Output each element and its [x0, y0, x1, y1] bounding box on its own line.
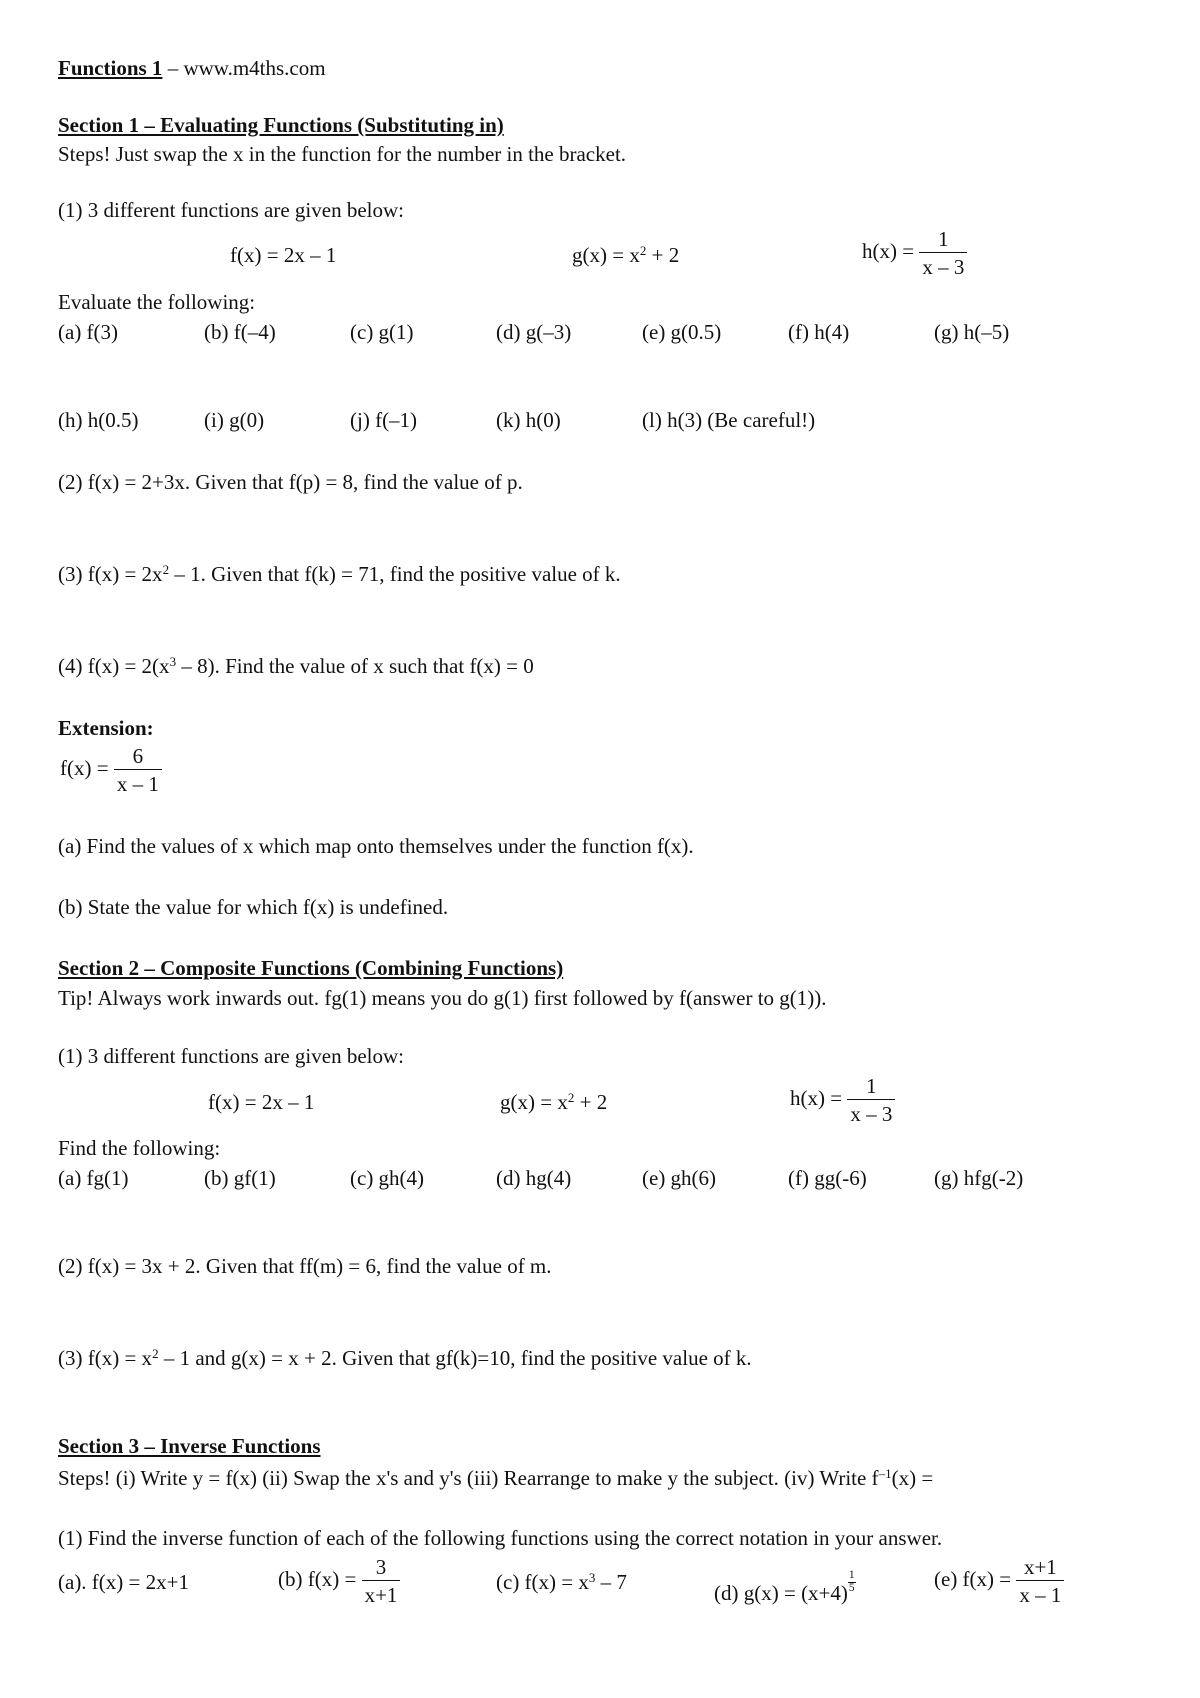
- s1-question-4: [58, 654, 534, 679]
- ext-numerator: 6: [114, 745, 162, 770]
- worksheet-title: Functions 1: [58, 56, 163, 80]
- s1-item-l: (l) h(3) (Be careful!): [642, 408, 816, 432]
- ext-left: f(x) =: [60, 755, 109, 780]
- s3-steps-exponent: –1: [878, 1465, 892, 1481]
- s3-part-e: [934, 1556, 1064, 1606]
- s1-item-f: (f) h(4): [788, 320, 850, 344]
- s1-item-g: (g) h(–5): [934, 320, 1010, 344]
- s3-steps-start: Steps! (i) Write y = f(x) (ii) Swap the x's and y's (iii) Rearrange to make y the subject. (iv) Write f: [58, 1466, 879, 1490]
- s3-b-denominator: x+1: [364, 1583, 398, 1608]
- s3-d-exp-denominator: 5: [848, 1581, 855, 1594]
- section3-steps: [58, 1466, 933, 1491]
- section3-heading: Section 3 – Inverse Functions: [58, 1434, 321, 1458]
- s2-function-g: [500, 1090, 607, 1115]
- s2-h-fraction: [847, 1075, 895, 1125]
- s1-function-g: [572, 243, 679, 268]
- s2-question-3: [58, 1346, 752, 1371]
- s2-function-h: [790, 1075, 895, 1125]
- s1-item-j: (j) f(–1): [350, 408, 418, 432]
- section1-steps: Steps! Just swap the x in the function for the number in the bracket.: [58, 142, 627, 166]
- s1-item-b: (b) f(–4): [204, 320, 276, 344]
- s1-g-base: g(x) = x: [572, 243, 640, 267]
- s1-h-fraction: [919, 228, 967, 278]
- s1-q3-exponent: 2: [162, 561, 170, 577]
- ext-fraction: [114, 745, 162, 795]
- extension-part-b: (b) State the value for which f(x) is undefined.: [58, 895, 449, 919]
- s1-function-h: [862, 228, 967, 278]
- s1-h-numerator: 1: [919, 228, 967, 253]
- section1-q1-intro: (1) 3 different functions are given below:: [58, 198, 404, 222]
- section1-heading: Section 1 – Evaluating Functions (Substituting in): [58, 113, 504, 137]
- s1-function-f: f(x) = 2x – 1: [230, 243, 337, 267]
- s2-h-numerator: 1: [847, 1075, 895, 1100]
- s3-c-exponent: 3: [588, 1569, 596, 1585]
- s3-e-left: (e) f(x) =: [934, 1566, 1012, 1591]
- s2-item-c: (c) gh(4): [350, 1166, 425, 1190]
- extension-function: [60, 745, 162, 795]
- s2-question-2: (2) f(x) = 3x + 2. Given that ff(m) = 6, find the value of m.: [58, 1254, 552, 1278]
- s2-g-base: g(x) = x: [500, 1090, 568, 1114]
- s3-part-d: [714, 1570, 856, 1606]
- s3-part-a: (a). f(x) = 2x+1: [58, 1570, 189, 1594]
- extension-part-a: (a) Find the values of x which map onto themselves under the function f(x).: [58, 834, 694, 858]
- s2-h-denominator: x – 3: [850, 1102, 893, 1127]
- s1-g-tail: + 2: [646, 243, 680, 267]
- s3-part-b: [278, 1556, 400, 1606]
- s1-question-3: [58, 562, 621, 587]
- s3-d-exponent-fraction: [848, 1570, 856, 1594]
- s2-g-exponent: 2: [567, 1089, 575, 1105]
- s2-g-tail: + 2: [574, 1090, 608, 1114]
- s3-d-exp-numerator: 1: [848, 1569, 855, 1581]
- s1-question-2: (2) f(x) = 2+3x. Given that f(p) = 8, find the value of p.: [58, 470, 523, 494]
- s2-q3-end: – 1 and g(x) = x + 2. Given that gf(k)=10, find the positive value of k.: [158, 1346, 752, 1370]
- site-url: www.m4ths.com: [183, 56, 326, 80]
- s1-item-c: (c) g(1): [350, 320, 414, 344]
- section3-q1-intro: (1) Find the inverse function of each of the following functions using the correct notation in your answer.: [58, 1526, 943, 1550]
- s3-e-fraction: [1016, 1556, 1064, 1606]
- s2-item-a: (a) fg(1): [58, 1166, 129, 1190]
- s1-item-k: (k) h(0): [496, 408, 561, 432]
- s1-q3-start: (3) f(x) = 2x: [58, 562, 163, 586]
- s1-item-d: (d) g(–3): [496, 320, 572, 344]
- s2-q3-exponent: 2: [152, 1345, 159, 1361]
- s3-d-start: (d) g(x) = (x+4): [714, 1580, 848, 1605]
- s3-b-fraction: [362, 1556, 401, 1606]
- s2-function-f: f(x) = 2x – 1: [208, 1090, 315, 1114]
- s1-item-h: (h) h(0.5): [58, 408, 139, 432]
- extension-label: Extension:: [58, 716, 154, 740]
- s1-q4-start: (4) f(x) = 2(x: [58, 654, 170, 678]
- page-header: [58, 56, 326, 81]
- s2-item-d: (d) hg(4): [496, 1166, 572, 1190]
- s1-item-e: (e) g(0.5): [642, 320, 722, 344]
- section2-q1-intro: (1) 3 different functions are given below:: [58, 1044, 404, 1068]
- s2-h-left: h(x) =: [790, 1085, 843, 1110]
- section2-heading: Section 2 – Composite Functions (Combining Functions): [58, 956, 564, 980]
- ext-denominator: x – 1: [116, 772, 159, 797]
- s3-steps-end: (x) =: [891, 1466, 934, 1490]
- s3-b-numerator: 3: [362, 1556, 401, 1581]
- s2-item-g: (g) hfg(-2): [934, 1166, 1024, 1190]
- s1-h-denominator: x – 3: [922, 255, 965, 280]
- s3-e-numerator: x+1: [1016, 1556, 1064, 1581]
- s3-c-start: (c) f(x) = x: [496, 1570, 589, 1594]
- s2-item-b: (b) gf(1): [204, 1166, 276, 1190]
- s2-q3-start: (3) f(x) = x: [58, 1346, 153, 1370]
- s3-b-left: (b) f(x) =: [278, 1566, 357, 1591]
- s3-e-denominator: x – 1: [1019, 1583, 1062, 1608]
- section2-tip: Tip! Always work inwards out. fg(1) means you do g(1) first followed by f(answer to g(1)).: [58, 986, 827, 1010]
- s3-c-end: – 7: [595, 1570, 627, 1594]
- s1-item-a: (a) f(3): [58, 320, 119, 344]
- s1-q3-end: – 1. Given that f(k) = 71, find the positive value of k.: [169, 562, 621, 586]
- s1-q4-end: – 8). Find the value of x such that f(x) = 0: [176, 654, 534, 678]
- find-label: Find the following:: [58, 1136, 221, 1160]
- evaluate-label: Evaluate the following:: [58, 290, 256, 314]
- s2-item-f: (f) gg(-6): [788, 1166, 867, 1190]
- s1-g-exponent: 2: [639, 242, 647, 258]
- s1-item-i: (i) g(0): [204, 408, 265, 432]
- s3-part-c: [496, 1570, 627, 1595]
- s1-h-left: h(x) =: [862, 238, 915, 263]
- header-dash: –: [162, 56, 184, 80]
- s1-q4-exponent: 3: [169, 653, 177, 669]
- s2-item-e: (e) gh(6): [642, 1166, 717, 1190]
